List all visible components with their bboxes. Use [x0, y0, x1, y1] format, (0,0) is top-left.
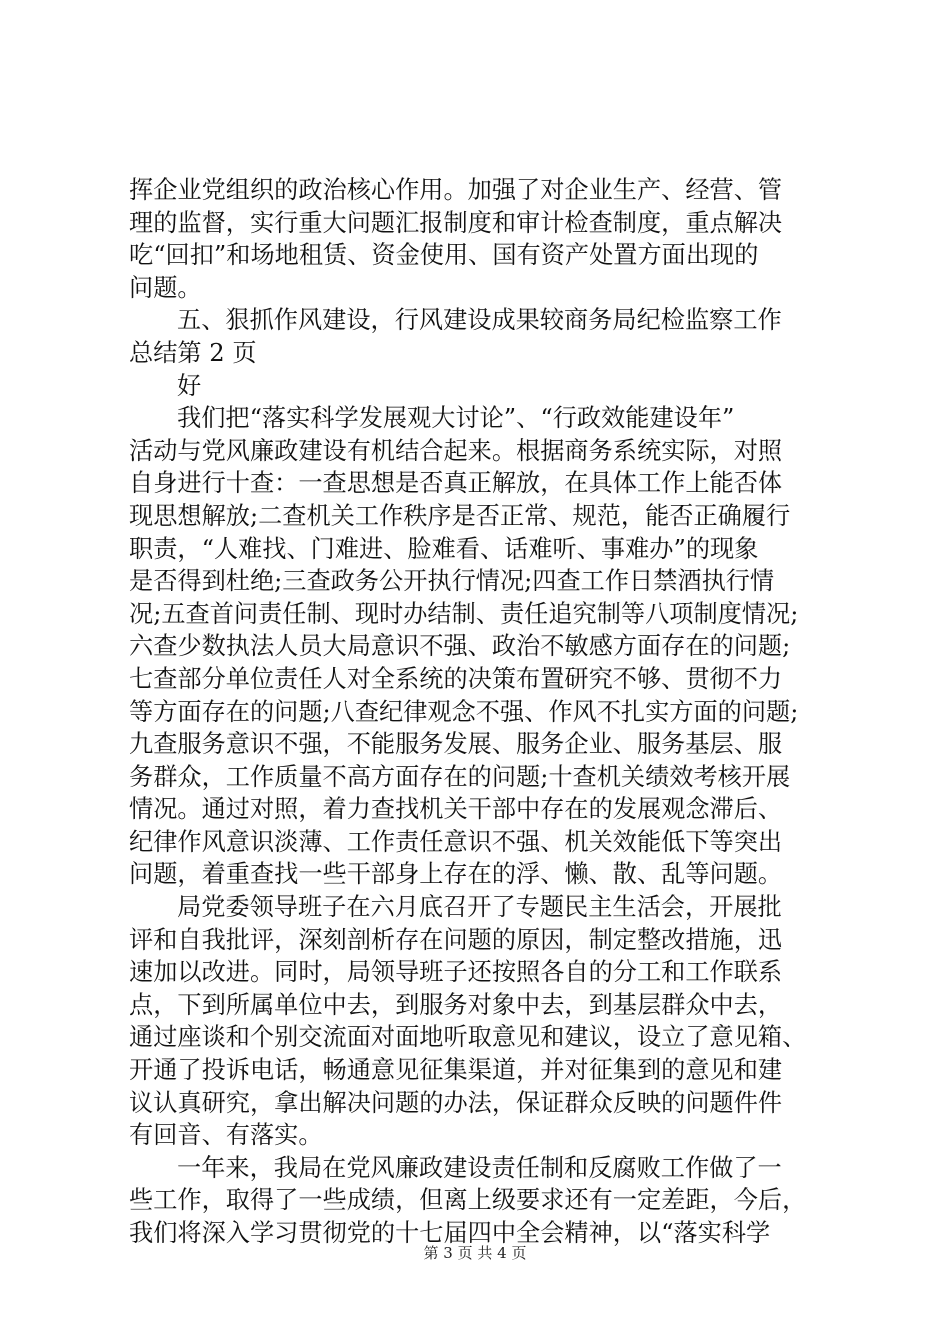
paragraph-6-line-2: 些工作，取得了一些成绩，但离上级要求还有一定差距，今后，	[129, 1186, 807, 1215]
paragraph-5-line-3: 速加以改进。同时，局领导班子还按照各自的分工和工作联系	[129, 958, 783, 987]
paragraph-6-line-3: 我们将深入学习贯彻党的十七届四中全会精神，以“落实科学	[129, 1219, 771, 1247]
paragraph-4-line-9: 七查部分单位责任人对全系统的决策布置研究不够、贯彻不力	[129, 664, 783, 693]
paragraph-1-line-3: 吃“回扣”和场地租赁、资金使用、国有资产处置方面出现的	[129, 241, 759, 270]
paragraph-6-line-1: 一年来，我局在党风廉政建设责任制和反腐败工作做了一	[177, 1153, 782, 1182]
paragraph-4-line-4: 现思想解放;二查机关工作秩序是否正常、规范，能否正确履行	[129, 501, 791, 530]
paragraph-1-line-2: 理的监督，实行重大问题汇报制度和审计检查制度，重点解决	[129, 208, 783, 237]
paragraph-1-line-4: 问题。	[129, 273, 202, 302]
paragraph-5-line-8: 有回音、有落实。	[129, 1121, 323, 1150]
paragraph-4-line-3: 自身进行十查：一查思想是否真正解放，在具体工作上能否体	[129, 469, 783, 498]
paragraph-4-line-1: 我们把“落实科学发展观大讨论”、“行政效能建设年”	[177, 404, 735, 433]
paragraph-4-line-15: 问题，着重查找一些干部身上存在的浮、懒、散、乱等问题。	[129, 860, 783, 889]
document-body	[129, 174, 834, 1250]
paragraph-4-line-11: 九查服务意识不强，不能服务发展、服务企业、服务基层、服	[129, 730, 783, 759]
paragraph-3-line-1: 好	[177, 371, 202, 400]
page-number-footer: 第 3 页 共 4 页	[423, 1244, 527, 1262]
paragraph-2-line-2: 总结第 2 页	[129, 338, 257, 367]
paragraph-5-line-1: 局党委领导班子在六月底召开了专题民主生活会，开展批	[177, 893, 782, 922]
paragraph-5-line-6: 开通了投诉电话，畅通意见征集渠道，并对征集到的意见和建	[129, 1056, 783, 1085]
paragraph-4-line-6: 是否得到杜绝;三查政务公开执行情况;四查工作日禁酒执行情	[129, 567, 775, 596]
paragraph-4-line-7: 况;五查首问责任制、现时办结制、责任追究制等八项制度情况;	[129, 599, 799, 628]
paragraph-5-line-2: 评和自我批评，深刻剖析存在问题的原因，制定整改措施，迅	[129, 925, 783, 954]
paragraph-5-line-7: 议认真研究，拿出解决问题的办法，保证群众反映的问题件件	[129, 1088, 783, 1117]
paragraph-4-line-10: 等方面存在的问题;八查纪律观念不强、作风不扎实方面的问题;	[129, 697, 799, 726]
paragraph-2-line-1: 五、狠抓作风建设，行风建设成果较商务局纪检监察工作	[177, 306, 782, 335]
paragraph-4-line-12: 务群众，工作质量不高方面存在的问题;十查机关绩效考核开展	[129, 762, 791, 791]
paragraph-5-line-5: 通过座谈和个别交流面对面地听取意见和建议，设立了意见箱、	[129, 1023, 807, 1052]
paragraph-4-line-14: 纪律作风意识淡薄、工作责任意识不强、机关效能低下等突出	[129, 827, 783, 856]
paragraph-1-line-1: 挥企业党组织的政治核心作用。加强了对企业生产、经营、管	[129, 176, 783, 204]
paragraph-5-line-4: 点，下到所属单位中去，到服务对象中去，到基层群众中去，	[129, 990, 783, 1019]
paragraph-4-line-5: 职责，“人难找、门难进、脸难看、话难听、事难办”的现象	[129, 534, 759, 563]
paragraph-4-line-2: 活动与党风廉政建设有机结合起来。根据商务系统实际，对照	[129, 436, 783, 465]
paragraph-4-line-13: 情况。通过对照，着力查找机关干部中存在的发展观念滞后、	[129, 795, 783, 824]
paragraph-4-line-8: 六查少数执法人员大局意识不强、政治不敏感方面存在的问题;	[129, 632, 791, 661]
